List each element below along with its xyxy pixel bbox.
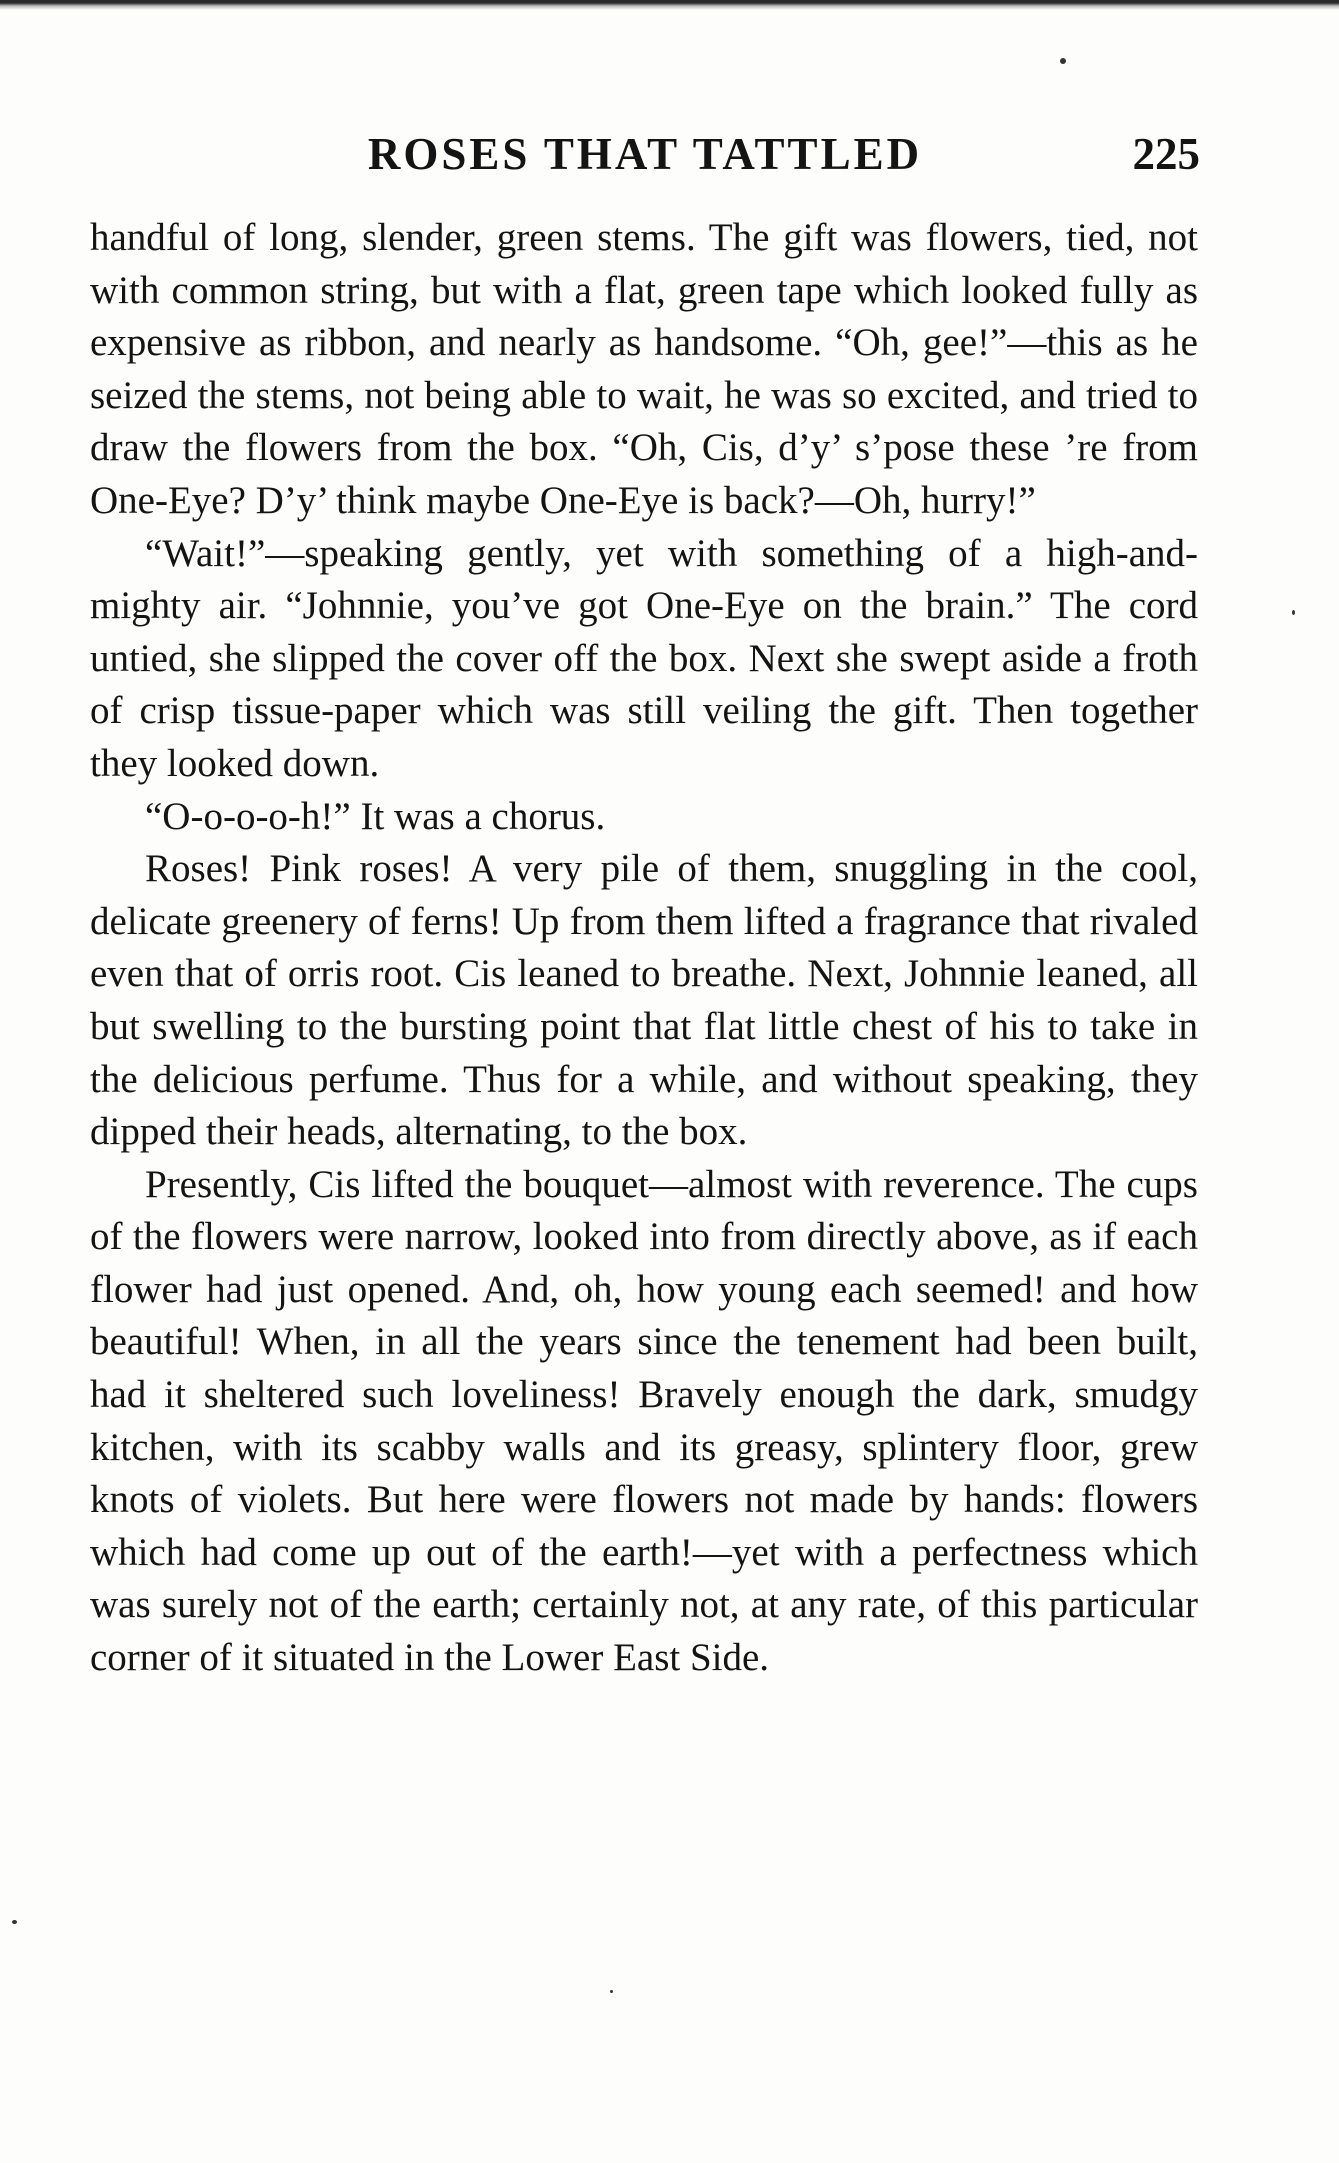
body-text <box>90 212 1198 1685</box>
scan-top-edge <box>0 0 1339 10</box>
scan-speck <box>12 1920 17 1924</box>
scan-speck <box>610 1990 613 1993</box>
running-head: ROSES THAT TATTLED <box>367 129 923 179</box>
scan-speck <box>1292 610 1295 615</box>
paragraph-5: Presently, Cis lifted the bouquet—almost with reverence. The cups of the flowers were narrow, looked into from directly above, as if each flower had just opened. And, oh, how young each seemed! and how beautiful! When, in all the years since the tenement had been built, had it sheltered such loveliness! Bravely enough the dark, smudgy kitchen, with its scabby walls and its greasy, splintery floor, grew knots of violets. But here were flowers not made by hands: flowers which had come up out of the earth!—yet with a perfectness which was surely not of the earth; certainly not, at any rate, of this particular corner of it situated in the Lower East Side. <box>90 1162 1198 1680</box>
paragraph-1: handful of long, slender, green stems. The gift was flowers, tied, not with common string, but with a flat, green tape which looked fully as expensive as ribbon, and nearly as handsome. “Oh, gee!”—this as he seized the stems, not being able to wait, he was so excited, and tried to draw the flowers from the box. “Oh, Cis, d’y’ s’pose these ’re from One-Eye? D’y’ think maybe One-Eye is back?—Oh, hurry!” <box>90 216 1198 522</box>
page-header <box>90 128 1200 184</box>
paragraph-4: Roses! Pink roses! A very pile of them, snuggling in the cool, delicate greenery of ferns! Up from them lifted a fragrance that rivaled even that of orris root. Cis leaned to breathe. Next, Johnnie leaned, all but swelling to the bursting point that flat little chest of his to take in the delicious perfume. Thus for a while, and without speaking, they dipped their heads, alternating, to the box. <box>90 847 1198 1154</box>
paragraph-3: “O-o-o-o-h!” It was a chorus. <box>145 794 606 838</box>
scan-speck <box>1060 58 1066 64</box>
paragraph-2: “Wait!”—speaking gently, yet with something of a high-and-mighty air. “Johnnie, you’ve got One-Eye on the brain.” The cord untied, she slipped the cover off the box. Next she swept aside a froth of crisp tissue-paper which was still veiling the gift. Then together they looked down. <box>90 531 1198 785</box>
page-number: 225 <box>1132 129 1200 179</box>
